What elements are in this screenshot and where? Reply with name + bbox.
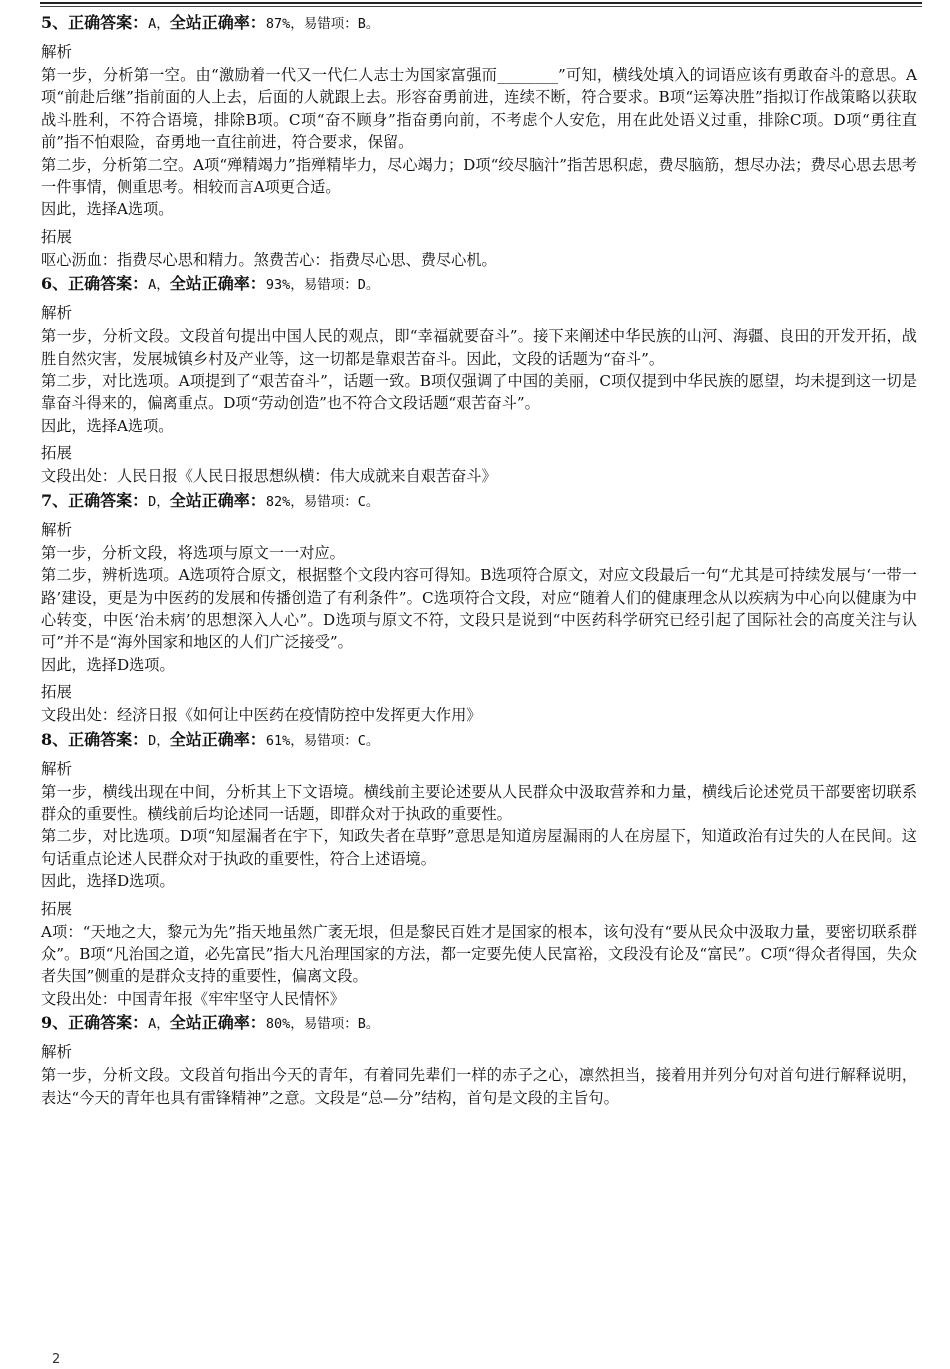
extension-label: 拓展	[41, 444, 73, 463]
page-number: 2	[52, 1352, 61, 1367]
analysis-paragraph: 第一步，分析第一空。由“激励着一代又一代仁人志士为国家富强而________”可知，横线处填入的词语应该有勇敢奋斗的意思。A项“前赴后继”指前面的人上去，后面的人就跟上去。形容奋勇前进，连续不断，符合要求。B项“运筹决胜”指拟订作战策略以获取战斗胜利，不符合语境，排除B项。C项“奋不顾身”指奋勇向前，不考虑个人安危，用在此处语义过重，排除C项。D项“勇往直前”指不怕艰险，奋勇地一直往前进，符合要求，保留。	[41, 66, 917, 152]
analysis-paragraph: 第一步，分析文段，将选项与原文一一对应。	[41, 543, 345, 562]
analysis-paragraph: 第二步，对比选项。A项提到了“艰苦奋斗”，话题一致。B项仅强调了中国的美丽，C项仅提到中华民族的愿望，均未提到这一切是靠奋斗得来的，偏离重点。D项“劳动创造”也不符合文段话题“艰苦奋斗”。	[41, 372, 917, 413]
question-header: 9、正确答案：A，全站正确率：80%，易错项：B。	[41, 1013, 380, 1033]
extension-label: 拓展	[41, 683, 73, 702]
header-rule-thin	[40, 6, 922, 7]
analysis-paragraph: 第二步，辨析选项。A选项符合原文，根据整个文段内容可得知。B选项符合原文，对应文段最后一句“尤其是可持续发展与‘一带一路’建设，更是为中医药的发展和传播创造了有利条件”。C选项符合文段，对应“随着人们的健康理念从以疾病为中心向以健康为中心转变，中医‘治未病’的思想深入人心”。D选项与原文不符，文段只是说到“中医药科学研究已经引起了国际社会的高度关注与认可”并不是“海外国家和地区的人们广泛接受”。	[41, 566, 917, 652]
analysis-label: 解析	[41, 304, 73, 323]
analysis-paragraph: 第一步，横线出现在中间，分析其上下文语境。横线前主要论述要从人民群众中汲取营养和力量，横线后论述党员干部要密切联系群众的重要性。横线前后均论述同一话题，即群众对于执政的重要性。	[41, 782, 917, 823]
extension-text: 呕心沥血：指费尽心思和精力。煞费苦心：指费尽心思、费尽心机。	[41, 250, 497, 269]
header-rule	[40, 2, 922, 4]
extension-label: 拓展	[41, 899, 73, 918]
question-header: 5、正确答案：A，全站正确率：87%，易错项：B。	[41, 13, 380, 32]
analysis-label: 解析	[41, 759, 73, 778]
analysis-conclusion: 因此，选择A选项。	[41, 200, 174, 219]
extension-text: 文段出处：经济日报《如何让中医药在疫情防控中发挥更大作用》	[41, 706, 482, 725]
question-block	[41, 271, 917, 487]
answer-document	[41, 10, 917, 1109]
analysis-label: 解析	[41, 1043, 73, 1062]
question-header: 6、正确答案：A，全站正确率：93%，易错项：D。	[41, 274, 380, 294]
analysis-paragraph: 第二步，分析第二空。A项“殚精竭力”指殚精毕力，尽心竭力；D项“绞尽脑汁”指苦思积虑，费尽脑筋，想尽办法；费尽心思去思考一件事情，侧重思考。相较而言A项更合适。	[41, 155, 917, 197]
question-header: 8、正确答案：D，全站正确率：61%，易错项：C。	[41, 729, 380, 749]
question-header: 7、正确答案：D，全站正确率：82%，易错项：C。	[41, 490, 380, 510]
question-block	[41, 10, 917, 271]
analysis-paragraph: 第二步，对比选项。D项“知屋漏者在宇下，知政失者在草野”意思是知道房屋漏雨的人在房屋下，知道政治有过失的人在民间。这句话重点论述人民群众对于执政的重要性，符合上述语境。	[41, 827, 917, 868]
analysis-paragraph: 第一步，分析文段。文段首句提出中国人民的观点，即“幸福就要奋斗”。接下来阐述中华民族的山河、海疆、良田的开发开拓，战胜自然灾害，发展城镇乡村及产业等，这一切都是靠艰苦奋斗。因此，文段的话题为“奋斗”。	[41, 327, 917, 368]
analysis-conclusion: 因此，选择A选项。	[41, 416, 174, 435]
analysis-paragraph: 第一步，分析文段。文段首句指出今天的青年，有着同先辈们一样的赤子之心，凛然担当，接着用并列分句对首句进行解释说明，表达“今天的青年也具有雷锋精神”之意。文段是“总—分”结构，首句是文段的主旨句。	[41, 1066, 917, 1107]
analysis-conclusion: 因此，选择D选项。	[41, 655, 175, 674]
analysis-label: 解析	[41, 520, 73, 539]
extension-text: A项：“天地之大，黎元为先”指天地虽然广袤无垠，但是黎民百姓才是国家的根本，该句没有“要从民众中汲取力量，要密切联系群众”。B项“凡治国之道，必先富民”指大凡治理国家的方法，都一定要先使人民富裕，文段没有论及“富民”。C项“得众者得国，失众者失国”侧重的是群众支持的重要性，偏离文段。	[41, 922, 917, 986]
analysis-label: 解析	[41, 43, 73, 61]
extension-label: 拓展	[41, 227, 73, 246]
question-block	[41, 488, 917, 727]
analysis-conclusion: 因此，选择D选项。	[41, 872, 175, 891]
question-block	[41, 1010, 917, 1109]
extension-source: 文段出处：中国青年报《牢牢坚守人民情怀》	[41, 989, 345, 1008]
question-block	[41, 727, 917, 1011]
extension-text: 文段出处：人民日报《人民日报思想纵横：伟大成就来自艰苦奋斗》	[41, 467, 497, 486]
